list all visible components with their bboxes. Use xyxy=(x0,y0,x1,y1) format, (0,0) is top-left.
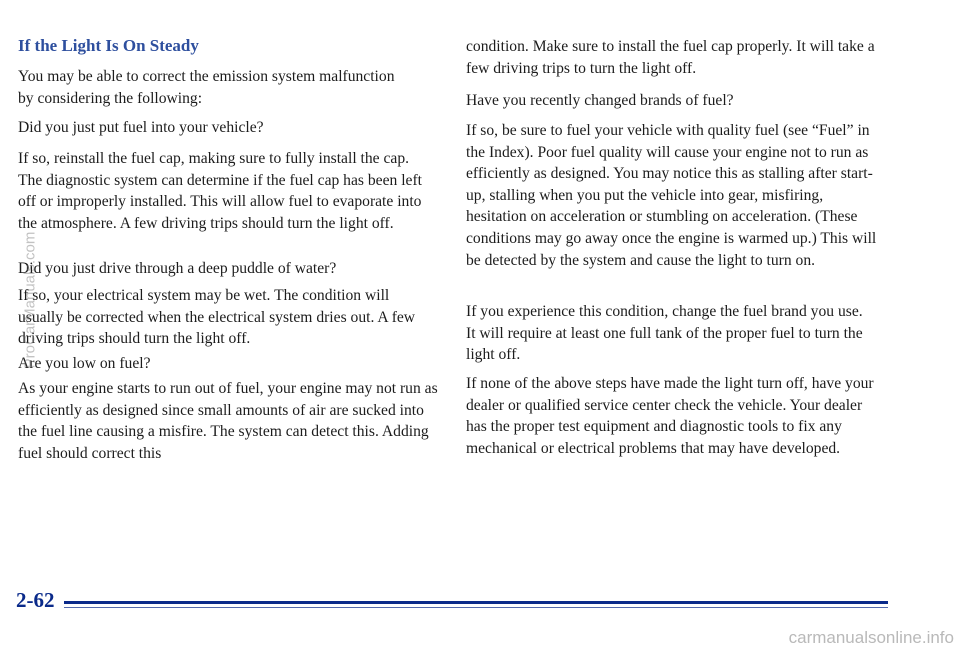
left-paragraph-3: If so, reinstall the fuel cap, making sure to fully install the cap. The diagnostic system can determine if the fuel cap has been left off or improperly installed. This will allow fuel to evaporate into the atmosphere. A few driving trips should turn the light off. xyxy=(18,150,422,232)
right-paragraph-3: If so, be sure to fuel your vehicle with quality fuel (see “Fuel” in the Index). Poor fuel quality will cause your engine not to run as efficiently as designed. You may notice this as stalling after start-up, stalling when you put the vehicle into gear, misfiring, hesitation on acceleration or stumbling on acceleration. (These conditions may go away once the engine is warmed up.) This will be detected by the system and cause the light to turn on. xyxy=(466,122,877,269)
left-paragraph-2: Did you just put fuel into your vehicle? xyxy=(18,119,264,136)
footer-rule xyxy=(64,601,888,604)
left-paragraph-4: Did you just drive through a deep puddle of water? xyxy=(18,260,337,277)
section-heading: If the Light Is On Steady xyxy=(18,36,199,55)
watermark: ProCarManuals.com xyxy=(21,231,39,369)
right-paragraph-1: condition. Make sure to install the fuel cap properly. It will take a few driving trips to turn the light off. xyxy=(466,38,875,77)
left-paragraph-6: Are you low on fuel? xyxy=(18,355,151,372)
footer-rule-thin xyxy=(64,607,888,608)
left-paragraph-5: If so, your electrical system may be wet. The condition will usually be corrected when the electrical system dries out. A few driving trips should turn the light off. xyxy=(18,287,416,348)
right-paragraph-5: If none of the above steps have made the light turn off, have your dealer or qualified service center check the vehicle. Your dealer has the proper test equipment and diagnostic tools to fix any mechanical or electrical problems that may have developed. xyxy=(466,375,874,457)
right-paragraph-2: Have you recently changed brands of fuel? xyxy=(466,92,734,109)
left-paragraph-1: You may be able to correct the emission system malfunction by considering the following: xyxy=(18,68,395,107)
left-paragraph-7: As your engine starts to run out of fuel, your engine may not run as efficiently as designed since small amounts of air are sucked into the fuel line causing a misfire. The system can detect this. Adding fuel should correct this xyxy=(18,380,438,462)
page-number: 2-62 xyxy=(16,588,55,612)
right-paragraph-4: If you experience this condition, change the fuel brand you use. It will require at least one full tank of the proper fuel to turn the light off. xyxy=(466,303,863,364)
footer-site-label: carmanualsonline.info xyxy=(788,628,954,647)
